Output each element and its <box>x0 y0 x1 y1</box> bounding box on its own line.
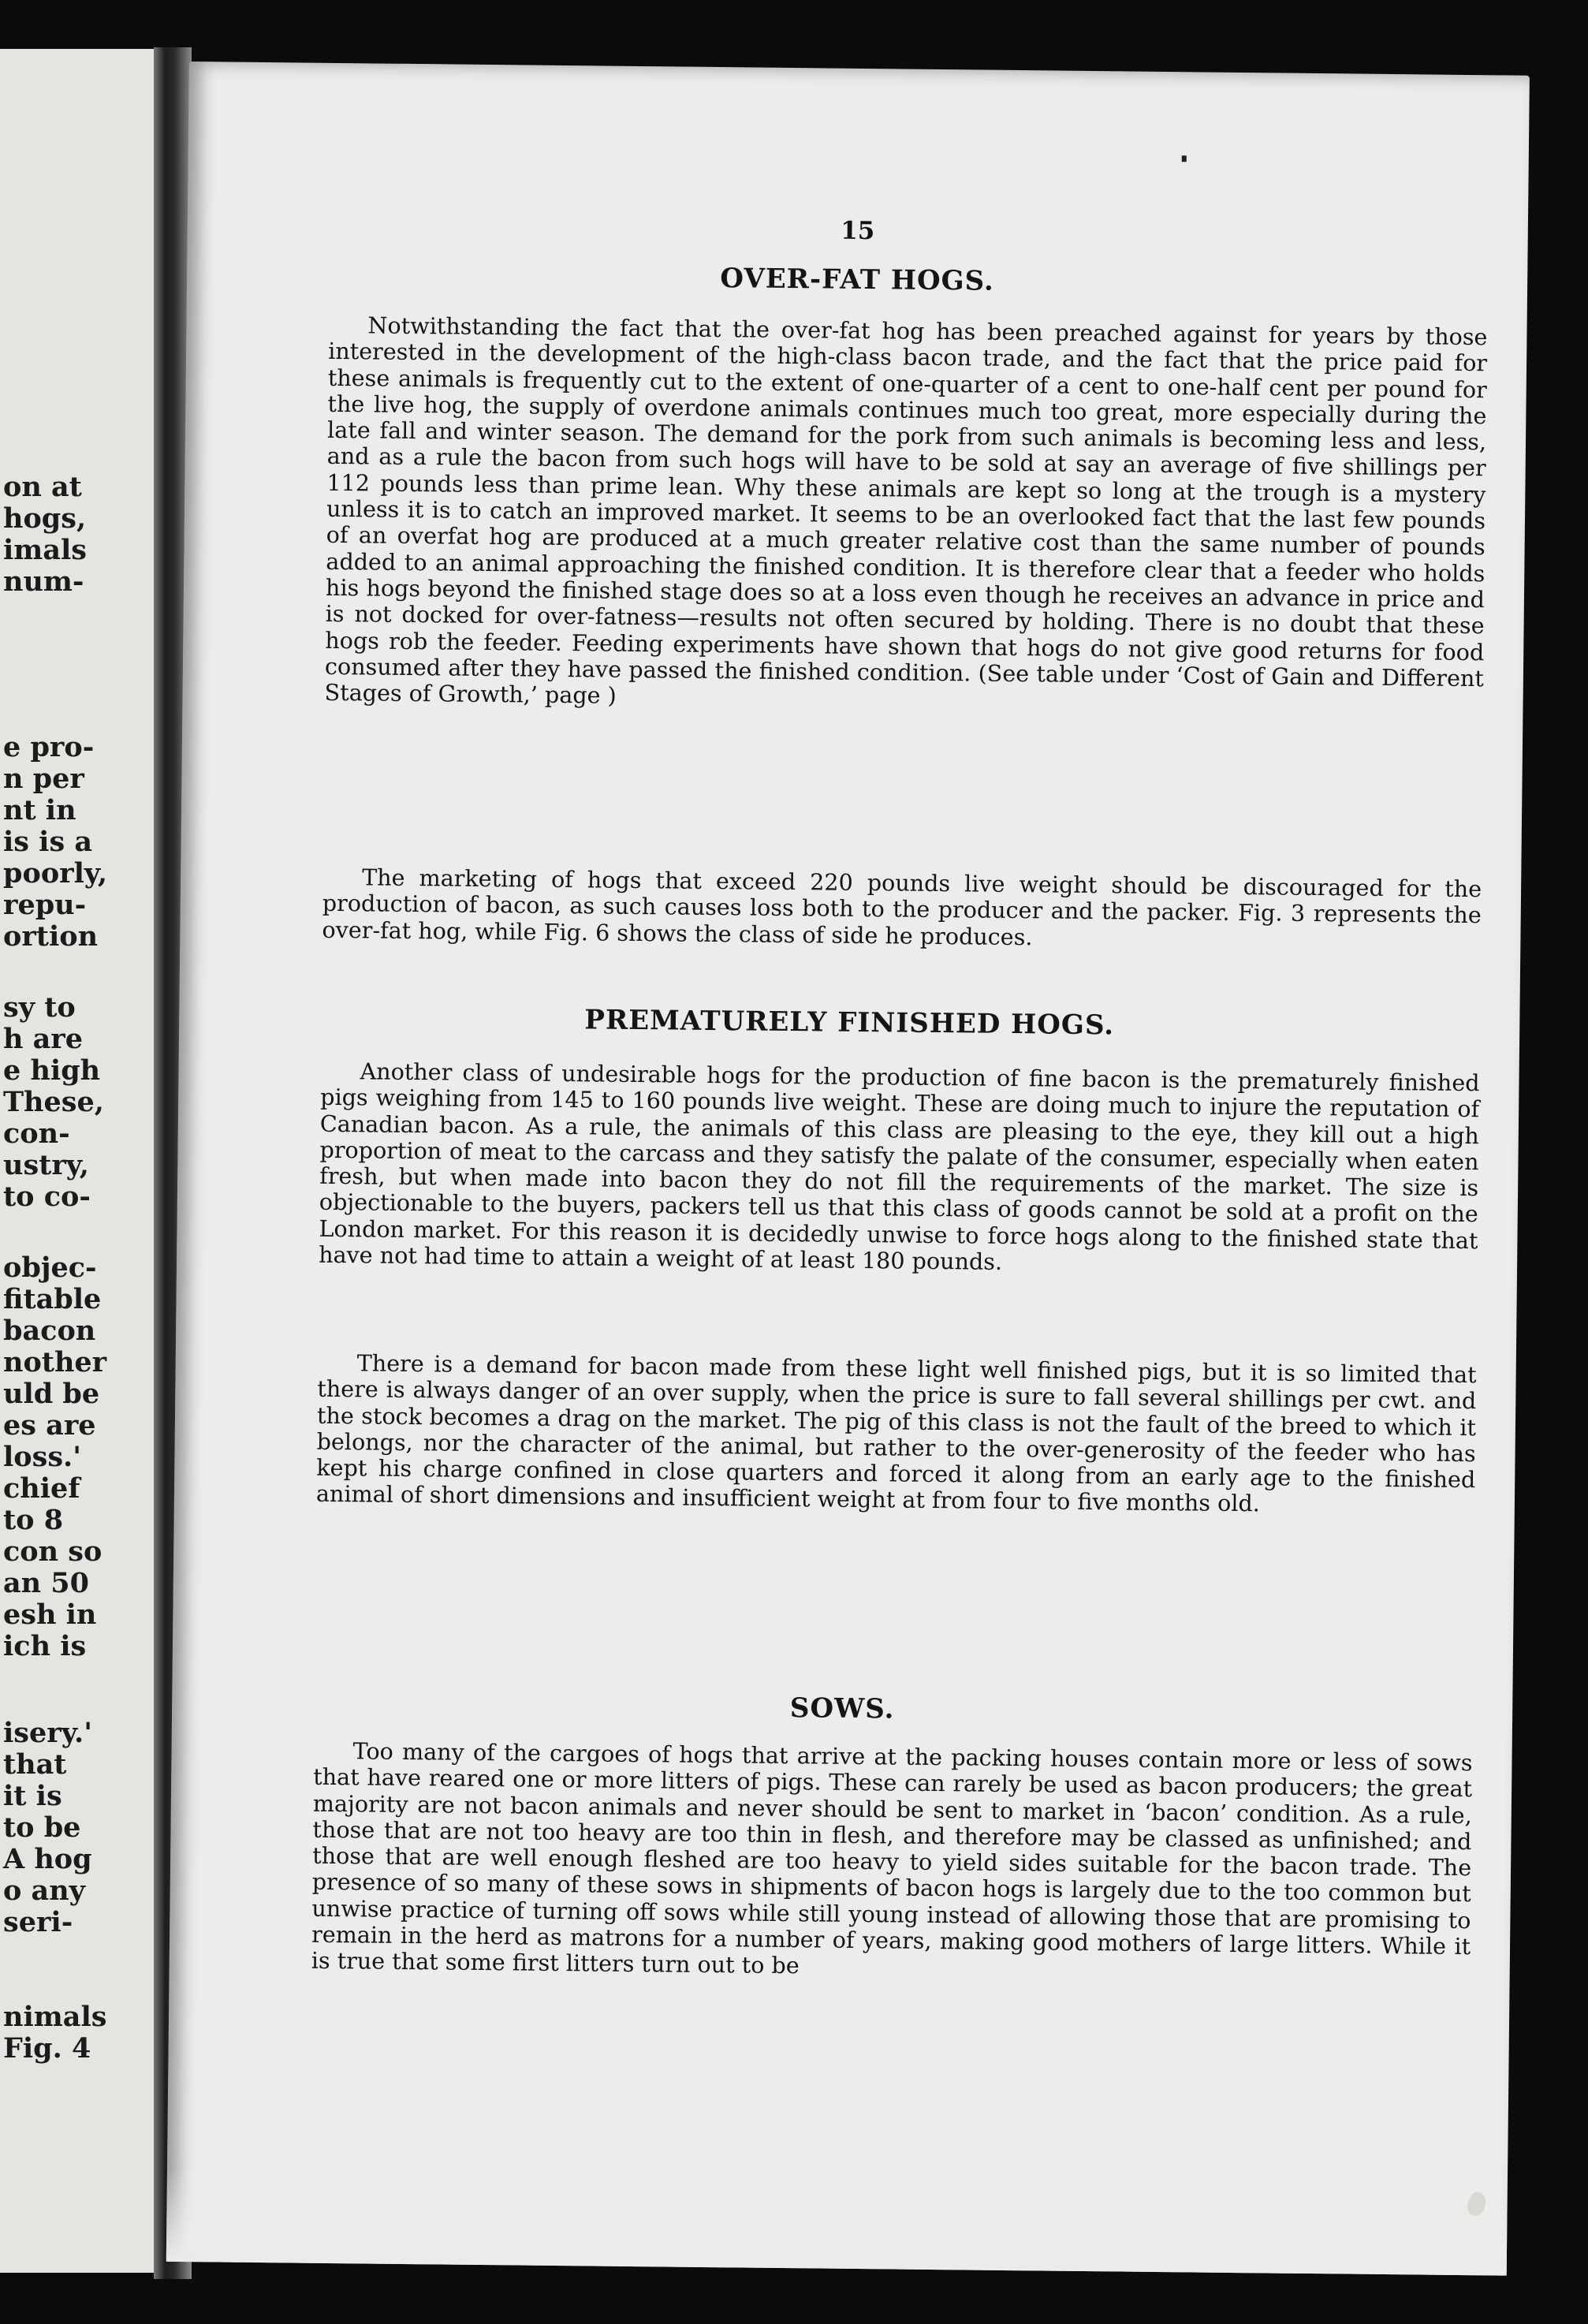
left-page-line: e pro- <box>3 731 95 763</box>
left-page-line: hogs, <box>3 502 87 535</box>
left-page-line: h are <box>3 1023 84 1055</box>
left-page-line: These, <box>3 1086 104 1118</box>
left-page-line: on at <box>3 471 82 503</box>
left-page-line: nimals <box>3 2001 107 2033</box>
left-page-line: ustry, <box>3 1149 89 1181</box>
left-page-line: seri- <box>3 1906 73 1938</box>
left-page-line: that <box>3 1748 67 1781</box>
left-page-line: bacon <box>3 1315 96 1347</box>
left-page-line: nt in <box>3 794 76 826</box>
left-page-line: objec- <box>3 1252 97 1284</box>
left-page-line: e high <box>3 1054 101 1087</box>
paragraph: Too many of the cargoes of hogs that arrive at the packing houses contain more or less of sows that have reared one or more litters of pigs. These can rarely be used as bacon producers; the great majority are not bacon animals and never should be sent to market in ‘bacon’ condition. As a rule, those that are not too heavy are too thin in flesh, and therefore may be classed as unfinished; and those that are well enough fleshed are too heavy to yield sides suitable for the bacon trade. The presence of so many of these sows in shipments of bacon hogs is largely due to the too common but unwise practice of turning off sows while still young instead of allowing those that are promising to remain in the herd as matrons for a number of years, making good mothers of large litters. While it is true that some first litters turn out to be <box>311 1737 1473 1979</box>
main-page <box>166 62 1530 2276</box>
left-page-line: sy to <box>3 991 76 1024</box>
section-heading-prematurely-finished-hogs: PREMATURELY FINISHED HOGS. <box>584 1004 1115 1042</box>
left-page-line: it is <box>3 1780 62 1812</box>
left-page-line: A hog <box>3 1843 92 1875</box>
left-page-line: esh in <box>3 1598 97 1631</box>
section-heading-sows: SOWS. <box>789 1692 895 1725</box>
left-page-line: ich is <box>3 1630 87 1662</box>
paragraph: There is a demand for bacon made from these light well finished pigs, but it is so limited that there is always danger of an over supply, when the price is sure to fall several shillings per cwt. and the stock becomes a drag on the market. The pig of this class is not the fault of the breed to which it belongs, nor the character of the animal, but rather to the over-generosity of the feeder who has kept his charge confined in close quarters and forced it along from an early age to the finished animal of short dimensions and insufficient weight at from four to five months old. <box>315 1349 1477 1517</box>
left-page-line: to be <box>3 1811 81 1844</box>
paragraph: Notwithstanding the fact that the over-fat hog has been preached against for years by those interested in the development of the high-class bacon trade, and the fact that the price paid for these animals is frequently cut to the extent of one-quarter of a cent to one-half cent per pound for the live hog, the supply of overdone animals continues much too great, more especially during the late fall and winter season. The demand for the pork from such animals is becoming less and less, and as a rule the bacon from such hogs will have to be sold at say an average of five shillings per 112 pounds less than prime lean. Why these animals are kept so long at the trough is a mystery unless it is to catch an improved market. It seems to be an overlooked fact that the last few pounds of an overfat hog are produced at a much greater relative cost than the same number of pounds added to an animal approaching the finished condition. It is therefore clear that a feeder who holds his hogs beyond the finished stage does so at a loss even though he receives an advance in price and is not docked for over-fatness—results not often secured by holding. There is no doubt that these hogs rob the feeder. Feeding experiments have shown that hogs do not give good returns for food consumed after they have passed the finished condition. (See table under ‘Cost of Gain and Different Stages of Growth,’ page ) <box>324 311 1488 709</box>
left-page-line: to co- <box>3 1181 91 1213</box>
left-page-line: is is a <box>3 826 93 858</box>
dust-speck <box>1182 155 1187 162</box>
left-page-line: ortion <box>3 920 99 953</box>
page-bottom-edge <box>166 2167 1508 2276</box>
left-page-line: con- <box>3 1117 70 1150</box>
left-page-fragment <box>0 49 154 2273</box>
left-page-line: an 50 <box>3 1567 90 1599</box>
page-number: 15 <box>841 216 875 246</box>
left-page-line: num- <box>3 565 84 598</box>
left-page-line: loss.' <box>3 1441 81 1473</box>
left-page-line: o any <box>3 1874 85 1907</box>
section-heading-over-fat-hogs: OVER-FAT HOGS. <box>720 263 995 297</box>
paragraph: Another class of undesirable hogs for the production of fine bacon is the prematurely finished pigs weighing from 145 to 160 pounds live weight. These are doing much to injure the reputation of Canadian bacon. As a rule, the animals of this class are pleasing to the eye, they kill out a high proportion of meat to the carcass and they satisfy the palate of the consumer, especially when eaten fresh, but when made into bacon they do not fill the requirements of the market. The size is objectionable to the buyers, packers tell us that this class of goods cannot be sold at a profit on the London market. For this reason it is decidedly unwise to force hogs along to the finished state that have not had time to attain a weight of at least 180 pounds. <box>318 1058 1480 1275</box>
left-page-line: fitable <box>3 1283 102 1315</box>
left-page-line: Fig. 4 <box>3 2032 91 2065</box>
left-page-line: con so <box>3 1535 103 1568</box>
left-page-line: nother <box>3 1346 107 1378</box>
left-page-line: uld be <box>3 1378 100 1410</box>
left-page-line: chief <box>3 1472 80 1505</box>
paragraph: The marketing of hogs that exceed 220 pounds live weight should be discouraged for the production of bacon, as such causes loss both to the producer and the packer. Fig. 3 represents the over-fat hog, while Fig. 6 shows the class of side he produces. <box>322 864 1482 950</box>
left-page-line: to 8 <box>3 1504 64 1536</box>
left-page-line: isery.' <box>3 1717 92 1749</box>
left-page-line: es are <box>3 1409 96 1442</box>
left-page-line: n per <box>3 763 84 795</box>
left-page-line: imals <box>3 534 88 566</box>
left-page-line: poorly, <box>3 857 108 890</box>
left-page-line: repu- <box>3 889 87 921</box>
